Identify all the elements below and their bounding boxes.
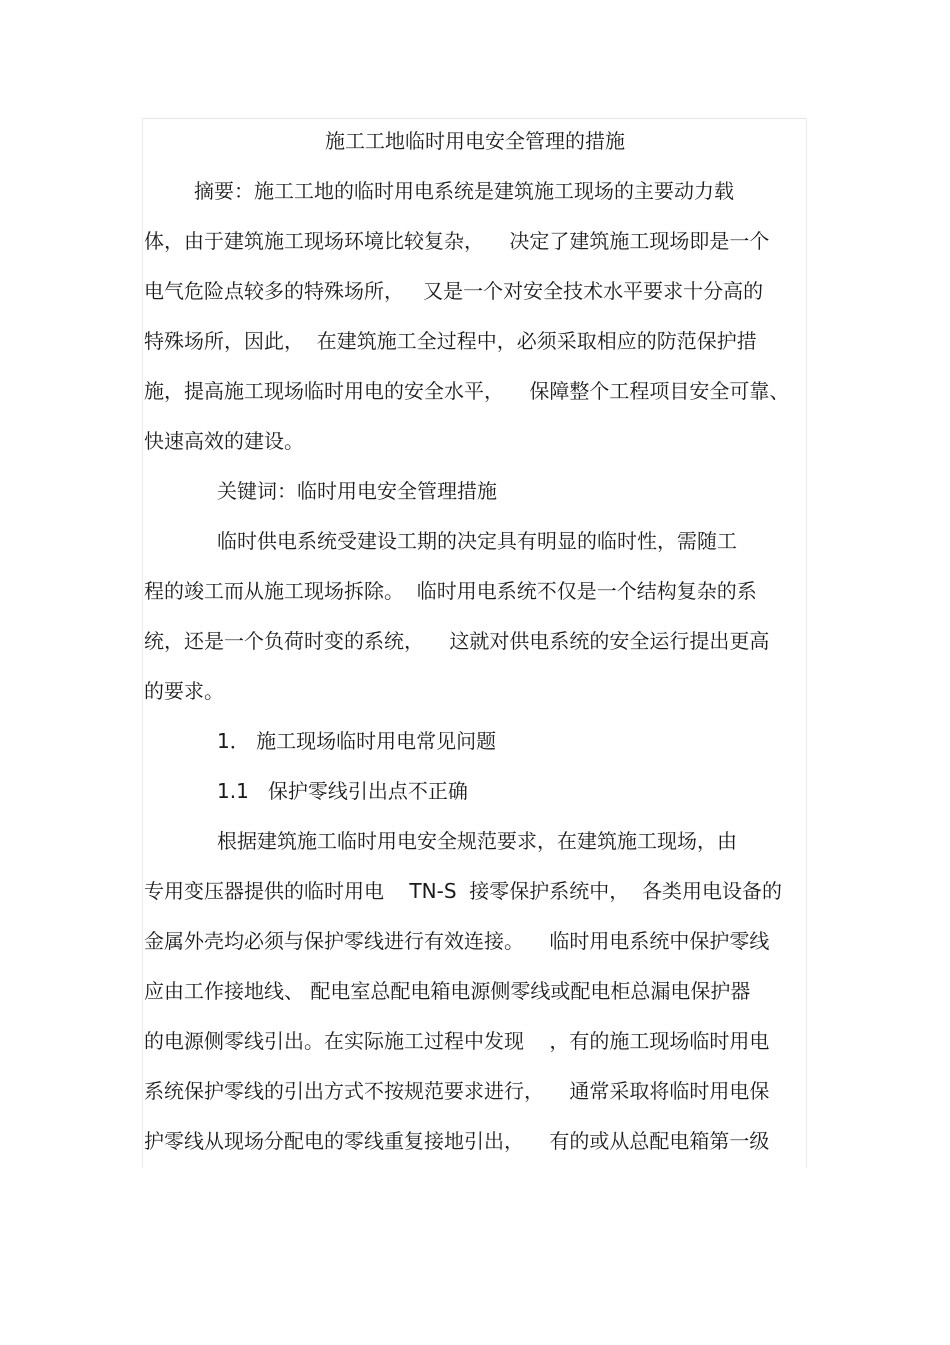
- paragraph-2-line-6: 系统保护零线的引出方式不按规范要求进行， 通常采取将临时用电保: [144, 1079, 770, 1103]
- section-heading-1: 1． 施工现场临时用电常见问题: [217, 729, 497, 753]
- paragraph-2-line-3: 金属外壳均必须与保护零线进行有效连接。 临时用电系统中保护零线: [144, 929, 770, 953]
- subsection-heading-1-1: 1.1 保护零线引出点不正确: [217, 779, 468, 803]
- abstract-line-6: 快速高效的建设。: [144, 429, 304, 453]
- abstract-line-4: 特殊场所，因此， 在建筑施工全过程中，必须采取相应的防范保护措: [144, 329, 757, 353]
- paragraph-1-line-1: 临时供电系统受建设工期的决定具有明显的临时性，需随工: [217, 529, 737, 553]
- paragraph-2-line-1: 根据建筑施工临时用电安全规范要求，在建筑施工现场，由: [217, 829, 737, 853]
- paragraph-1-line-3: 统，还是一个负荷时变的系统， 这就对供电系统的安全运行提出更高: [144, 629, 770, 653]
- paragraph-1-line-2: 程的竣工而从施工现场拆除。 临时用电系统不仅是一个结构复杂的系: [144, 579, 757, 603]
- keywords-line: 关键词：临时用电安全管理措施: [217, 479, 497, 503]
- abstract-line-3: 电气危险点较多的特殊场所， 又是一个对安全技术水平要求十分高的: [144, 279, 764, 303]
- document-title: 施工工地临时用电安全管理的措施: [325, 129, 625, 153]
- paragraph-2-line-7: 护零线从现场分配电的零线重复接地引出， 有的或从总配电箱第一级: [144, 1129, 770, 1153]
- paragraph-2-line-2: 专用变压器提供的临时用电 TN-S 接零保护系统中， 各类用电设备的: [144, 879, 782, 903]
- abstract-line-2: 体，由于建筑施工现场环境比较复杂， 决定了建筑施工现场即是一个: [144, 229, 770, 253]
- paragraph-2-line-4: 应由工作接地线、 配电室总配电箱电源侧零线或配电柜总漏电保护器: [144, 979, 751, 1003]
- paragraph-2-line-5: 的电源侧零线引出。在实际施工过程中发现 ，有的施工现场临时用电: [144, 1029, 770, 1053]
- abstract-line-5: 施，提高施工现场临时用电的安全水平， 保障整个工程项目安全可靠、: [144, 379, 790, 403]
- paragraph-1-line-4: 的要求。: [144, 679, 224, 703]
- abstract-line-1: 摘要：施工工地的临时用电系统是建筑施工现场的主要动力载: [194, 179, 734, 203]
